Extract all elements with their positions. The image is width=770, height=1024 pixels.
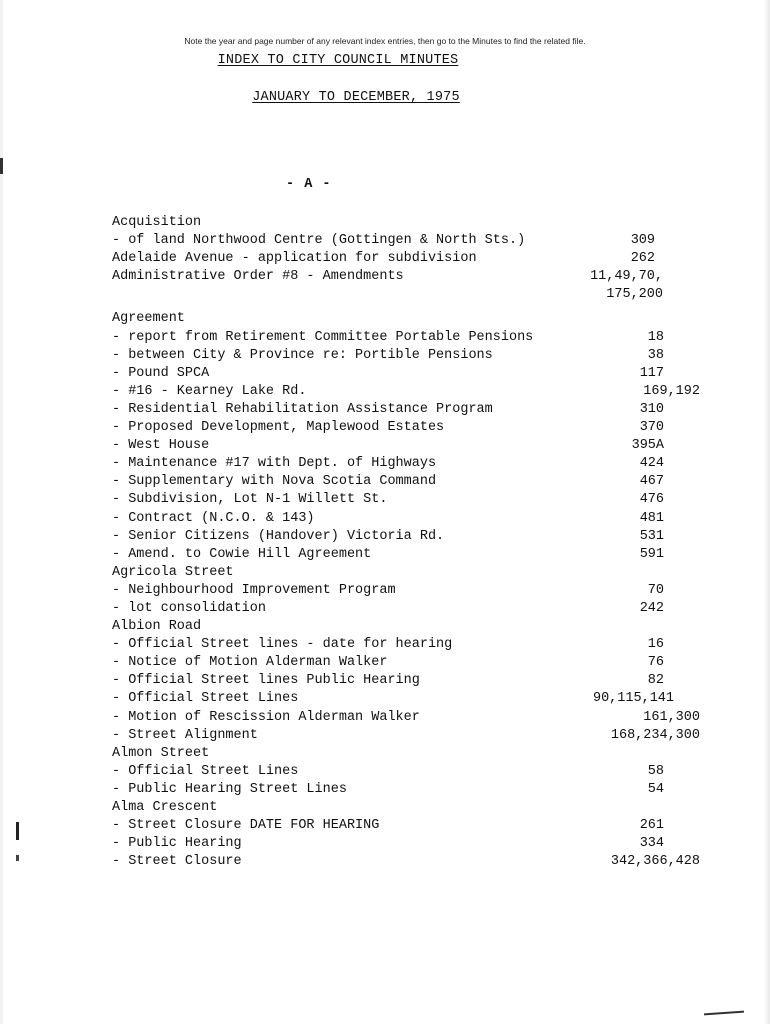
index-entry <box>112 582 712 600</box>
entry-page-numbers: 481 <box>639 510 664 526</box>
index-entry <box>112 799 712 817</box>
index-entry <box>112 473 712 491</box>
entry-page-numbers: 370 <box>639 420 664 436</box>
index-entry <box>112 690 712 708</box>
document-title-text: INDEX TO CITY COUNCIL MINUTES <box>217 53 459 68</box>
entry-page-numbers: 54 <box>647 781 664 797</box>
entry-page-numbers: 476 <box>639 492 664 508</box>
entry-page-numbers: 70 <box>647 582 664 598</box>
index-entry <box>112 401 712 419</box>
instruction-note: Note the year and page number of any relevant index entries, then go to the Minutes to find the related file. <box>184 36 586 46</box>
entry-subject: - Motion of Rescission Alderman Walker <box>112 709 420 725</box>
entry-subject: - Maintenance #17 with Dept. of Highways <box>112 456 437 472</box>
index-entry <box>112 383 712 401</box>
entry-page-numbers: 242 <box>639 600 664 616</box>
entry-page-numbers: 168,234,300 <box>610 727 700 743</box>
document-period <box>18 90 694 105</box>
index-entry <box>112 546 712 564</box>
index-entry <box>112 727 712 745</box>
entry-page-numbers: 161,300 <box>643 709 700 725</box>
index-entry <box>112 365 712 383</box>
index-entry <box>112 455 712 473</box>
index-entry <box>112 600 712 618</box>
entry-page-numbers: 18 <box>647 329 664 345</box>
entry-subject: - Public Hearing Street Lines <box>112 781 347 797</box>
entry-page-numbers: 38 <box>647 347 664 363</box>
index-entry <box>112 564 712 582</box>
entry-subject: Albion Road <box>112 619 202 635</box>
index-entry <box>112 419 712 437</box>
entry-page-numbers: 82 <box>647 673 664 689</box>
entry-subject: - Official Street lines - date for hearing <box>112 637 453 653</box>
document-title <box>0 53 676 68</box>
entry-subject: - #16 - Kearney Lake Rd. <box>112 383 307 399</box>
entry-page-numbers: 395A <box>631 438 664 454</box>
entry-page-numbers: 90,115,141 <box>592 691 674 707</box>
index-entry <box>112 709 712 727</box>
entry-page-numbers: 424 <box>639 456 664 472</box>
entry-subject: - Official Street Lines <box>112 763 299 779</box>
entry-subject: - between City & Province re: Portible Pensions <box>112 347 493 363</box>
index-entry <box>112 510 712 528</box>
entry-subject: - Residential Rehabilitation Assistance Program <box>112 401 493 417</box>
entry-page-numbers: 16 <box>647 637 664 653</box>
entry-subject: - Official Street Lines <box>112 691 299 707</box>
index-entries <box>112 214 712 871</box>
scan-mark <box>16 822 19 840</box>
scan-mark <box>704 1011 744 1016</box>
scan-mark <box>16 855 19 861</box>
page-edge-left <box>0 0 3 1024</box>
index-entry <box>112 781 712 799</box>
entry-subject: - Contract (N.C.O. & 143) <box>112 510 315 526</box>
entry-page-numbers: 342,366,428 <box>610 854 700 870</box>
entry-page-numbers: 310 <box>639 401 664 417</box>
index-entry <box>112 654 712 672</box>
index-entry <box>112 491 712 509</box>
entry-subject: - Street Alignment <box>112 727 258 743</box>
document-period-text: JANUARY TO DECEMBER, 1975 <box>252 90 460 105</box>
entry-subject: Administrative Order #8 - Amendments <box>112 269 404 285</box>
entry-subject: - Subdivision, Lot N-1 Willett St. <box>112 492 388 508</box>
entry-subject: - lot consolidation <box>112 600 266 616</box>
entry-subject: Almon Street <box>112 745 210 761</box>
index-entry <box>112 672 712 690</box>
entry-subject: - of land Northwood Centre (Gottingen & North Sts.) <box>112 233 526 249</box>
index-entry <box>112 745 712 763</box>
section-heading: - A - <box>286 177 332 192</box>
entry-subject: Agricola Street <box>112 564 234 580</box>
index-entry <box>112 853 712 871</box>
entry-subject: - Senior Citizens (Handover) Victoria Rd. <box>112 528 445 544</box>
entry-subject: - Street Closure DATE FOR HEARING <box>112 818 380 834</box>
entry-page-numbers: 261 <box>639 818 664 834</box>
entry-page-numbers: 467 <box>639 474 664 490</box>
index-entry <box>112 763 712 781</box>
entry-subject: - Pound SPCA <box>112 365 210 381</box>
index-entry <box>112 347 712 365</box>
entry-subject: - report from Retirement Committee Portable Pensions <box>112 329 534 345</box>
entry-page-numbers: 309 <box>630 233 655 249</box>
index-entry <box>112 329 712 347</box>
index-entry <box>112 528 712 546</box>
entry-page-numbers: 334 <box>639 836 664 852</box>
page-edge-right <box>764 0 770 1024</box>
entry-subject: Alma Crescent <box>112 800 218 815</box>
index-entry <box>112 636 712 654</box>
index-entry <box>112 232 712 250</box>
entry-subject: - Amend. to Cowie Hill Agreement <box>112 546 372 562</box>
entry-page-numbers: 11,49,70, <box>590 269 663 285</box>
entry-subject: - Notice of Motion Alderman Walker <box>112 655 388 671</box>
entry-subject: - Official Street lines Public Hearing <box>112 673 420 689</box>
index-entry <box>112 250 712 268</box>
entry-subject: - Neighbourhood Improvement Program <box>112 582 396 598</box>
index-entry <box>112 437 712 455</box>
index-entry <box>112 214 712 232</box>
entry-subject: - West House <box>112 438 210 454</box>
entry-subject: Agreement <box>112 311 185 327</box>
entry-page-numbers: 76 <box>647 655 664 671</box>
entry-subject: - Street Closure <box>112 854 242 870</box>
entry-page-numbers: 58 <box>647 763 664 779</box>
index-entry <box>112 310 712 328</box>
index-entry <box>112 618 712 636</box>
entry-subject: Adelaide Avenue - application for subdivision <box>112 251 477 267</box>
index-entry <box>112 268 712 286</box>
entry-page-numbers: 531 <box>639 528 664 544</box>
entry-subject: - Proposed Development, Maplewood Estates <box>112 420 445 436</box>
entry-page-numbers: 175,200 <box>606 287 663 303</box>
entry-subject: - Public Hearing <box>112 836 242 852</box>
scan-mark <box>0 158 3 174</box>
index-entry <box>112 835 712 853</box>
index-entry <box>112 286 712 304</box>
entry-page-numbers: 262 <box>630 251 655 267</box>
entry-page-numbers: 591 <box>639 546 664 562</box>
entry-subject: - Supplementary with Nova Scotia Command <box>112 474 437 490</box>
entry-subject: Acquisition <box>112 215 202 230</box>
entry-page-numbers: 117 <box>639 365 664 381</box>
index-entry <box>112 817 712 835</box>
entry-page-numbers: 169,192 <box>643 383 700 399</box>
